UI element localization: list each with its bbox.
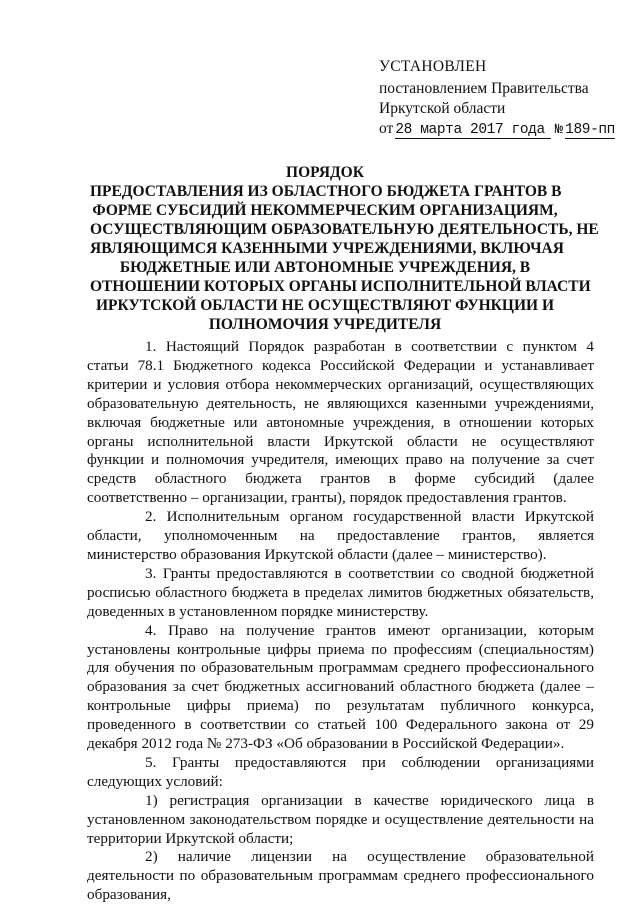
paragraph-5: 5. Гранты предоставляются при соблюдении организациями следующих условий:: [87, 753, 594, 790]
paragraph-1: 1. Настоящий Порядок разработан в соответствии с пунктом 4 статьи 78.1 Бюджетного кодекса Российской Федерации и устанавливает критерии и условия отбора некоммерческих организаций, осуществляющих образовательную деятельность, не являющихся казенными учреждениями, включая бюджетные или автономные учреждения, в отношении которых органы исполнительной власти Иркутской области не осуществляют функции и полномочия учредителя, имеющих право на получение за счет средств областного бюджета грантов в форме субсидий (далее соответственно – организации, гранты), порядок предоставления грантов.: [87, 338, 594, 507]
title-line: ФОРМЕ СУБСИДИЙ НЕКОММЕРЧЕСКИМ ОРГАНИЗАЦИЯМ,: [92, 202, 558, 219]
title-line: ПРЕДОСТАВЛЕНИЯ ИЗ ОБЛАСТНОГО БЮДЖЕТА ГРАНТОВ В: [90, 183, 562, 200]
approval-date: 28 марта 2017 года: [395, 122, 550, 139]
title-line: ПОРЯДОК: [286, 164, 364, 181]
paragraph-3: 3. Гранты предоставляются в соответствии со сводной бюджетной росписью областного бюджета в пределах лимитов бюджетных обязательств, доведенных в установленном порядке министерству.: [87, 564, 594, 620]
title-line: ЯВЛЯЮЩИМСЯ КАЗЕННЫМИ УЧРЕЖДЕНИЯМИ, ВКЛЮЧАЯ: [90, 240, 564, 257]
approval-date-prefix: от: [379, 120, 394, 137]
title-line: ИРКУТСКОЙ ОБЛАСТИ НЕ ОСУЩЕСТВЛЯЮТ ФУНКЦИИ И: [96, 297, 554, 314]
title-line: ОСУЩЕСТВЛЯЮЩИМ ОБРАЗОВАТЕЛЬНУЮ ДЕЯТЕЛЬНОСТЬ, НЕ: [90, 221, 599, 238]
paragraph-2: 2. Исполнительным органом государственной власти Иркутской области, уполномоченным на предоставление грантов, является министерство образования Иркутской области (далее – министерство).: [87, 508, 594, 563]
approval-number-sign: №: [554, 122, 564, 138]
subitem-2: 2) наличие лицензии на осуществление образовательной деятельности по образовательным программам среднего профессионального образования,: [87, 848, 594, 904]
paragraph-4: 4. Право на получение грантов имеют организации, которым установлены контрольные цифры приема по профессиям (специальностям) для обучения по образовательным программам среднего профессионального образования за счет бюджетных ассигнований областного бюджета (далее – контрольные цифры приема) по результатам публичного конкурса, проведенного в соответствии со статьей 100 Федерального закона от 29 декабря 2012 года № 273-ФЗ «Об образовании в Российской Федерации».: [87, 621, 594, 753]
title-line: БЮДЖЕТНЫЕ ИЛИ АВТОНОМНЫЕ УЧРЕЖДЕНИЯ, В: [119, 259, 531, 276]
approval-date-line: [379, 119, 629, 140]
approval-line-1: постановлением Правительства: [379, 80, 589, 97]
approval-block: [379, 57, 629, 140]
title-line: ПОЛНОМОЧИЯ УЧРЕДИТЕЛЯ: [208, 316, 442, 333]
approval-heading: УСТАНОВЛЕН: [379, 58, 487, 75]
document-title: [90, 163, 599, 334]
approval-line-2: Иркутской области: [379, 100, 506, 117]
title-line: ОТНОШЕНИИ КОТОРЫХ ОРГАНЫ ИСПОЛНИТЕЛЬНОЙ ВЛАСТИ: [90, 278, 591, 295]
approval-number: 189-пп: [565, 122, 615, 138]
document-body: [87, 338, 594, 905]
subitem-1: 1) регистрация организации в качестве юридического лица в установленном законодательством порядке и осуществление деятельности на территории Иркутской области;: [87, 791, 594, 847]
